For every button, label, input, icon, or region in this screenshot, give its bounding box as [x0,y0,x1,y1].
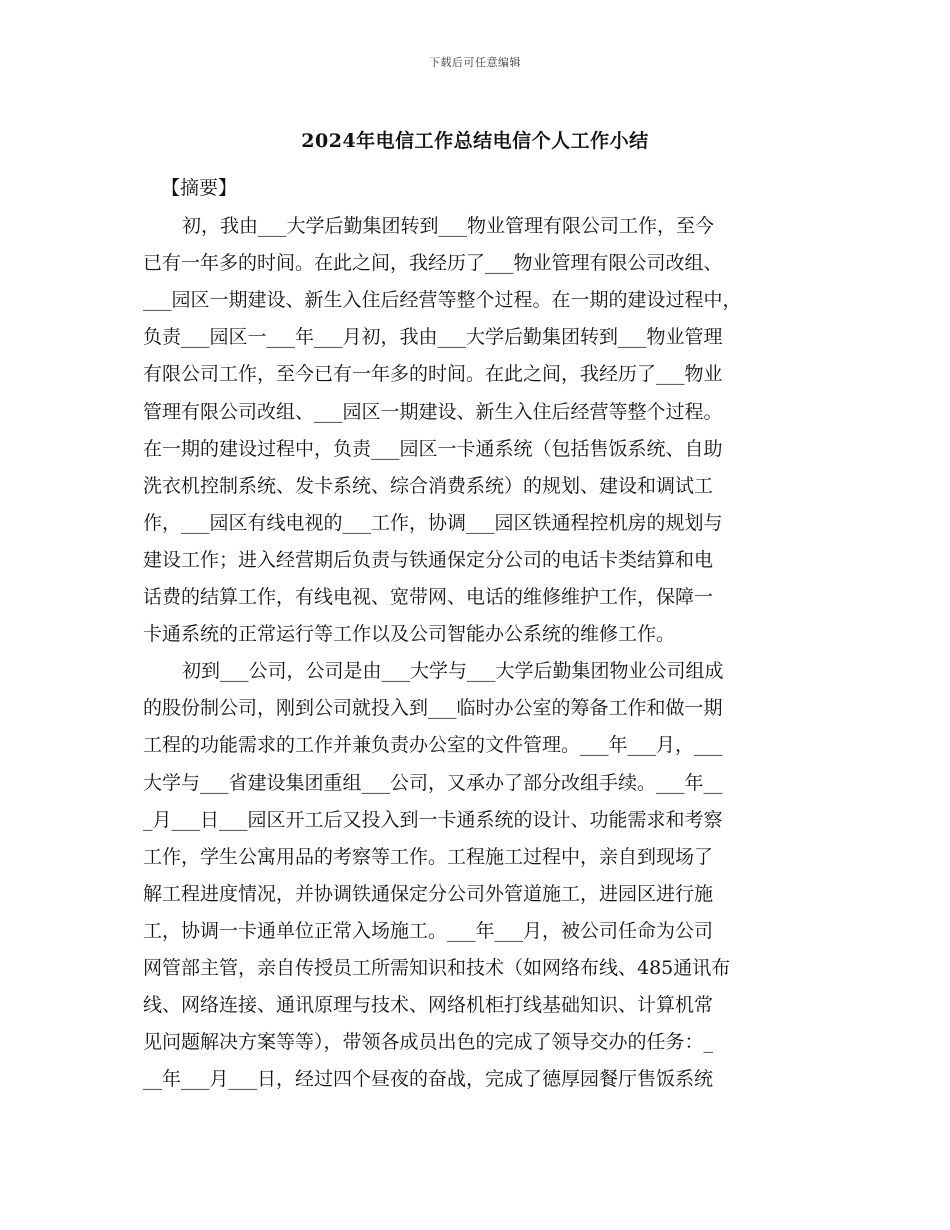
body-text-line: 工程的功能需求的工作并兼负责办公室的文件管理。___年___月，___ [143,734,723,757]
body-text-line: 卡通系统的正常运行等工作以及公司智能办公系统的维修工作。 [143,623,676,646]
body-text-line: 在一期的建设过程中，负责___园区一卡通系统（包括售饭系统、自助 [143,437,723,460]
body-text-line: _月___日___园区开工后又投入到一卡通系统的设计、功能需求和考察 [143,808,723,831]
body-text-line: 工，协调一卡通单位正常入场施工。___年___月，被公司任命为公司 [143,919,714,942]
body-text-line: 大学与___省建设集团重组___公司，又承办了部分改组手续。___年__ [143,771,723,794]
body-text-line: 洗衣机控制系统、发卡系统、综合消费系统）的规划、建设和调试工 [143,474,714,497]
body-text-line: 负责___园区一___年___月初，我由___大学后勤集团转到___物业管理 [143,326,723,349]
body-text-line: 话费的结算工作，有线电视、宽带网、电话的维修维护工作，保障一 [143,586,714,608]
body-text-line: 线、网络连接、通讯原理与技术、网络机柜打线基础知识、计算机常 [143,994,714,1017]
body-text-line: __年___月___日，经过四个昼夜的奋战，完成了德厚园餐厅售饭系统 [143,1068,714,1091]
body-text-line: 的股份制公司，刚到公司就投入到___临时办公室的筹备工作和做一期 [143,697,723,720]
body-text-line: 工作，学生公寓用品的考察等工作。工程施工过程中，亲自到现场了 [143,845,714,868]
body-text-line: 解工程进度情况，并协调铁通保定分公司外管道施工，进园区进行施 [143,882,714,905]
body-text-line: 初到___公司，公司是由___大学与___大学后勤集团物业公司组成 [182,660,724,683]
body-text-line: 见问题解决方案等等），带领各成员出色的完成了领导交办的任务：_ [143,1031,714,1054]
page-header-note: 下载后可任意编辑 [429,56,521,69]
body-text-line: 建设工作；进入经营期后负责与铁通保定分公司的电话卡类结算和电 [143,548,714,571]
abstract-label: 【摘要】 [161,177,238,199]
body-text-line: 网管部主管，亲自传授员工所需知识和技术（如网络布线、485通讯布 [143,957,731,979]
body-text-line: 有限公司工作，至今已有一年多的时间。在此之间，我经历了___物业 [143,363,723,386]
body-text-line: 初，我由___大学后勤集团转到___物业管理有限公司工作，至今 [182,215,715,237]
document-title: 2024年电信工作总结电信个人工作小结 [301,130,649,152]
body-text-line: 作，___园区有线电视的___工作，协调___园区铁通程控机房的规划与 [143,511,723,534]
body-text-line: ___园区一期建设、新生入住后经营等整个过程。在一期的建设过程中， [143,289,742,312]
body-text-line: 管理有限公司改组、___园区一期建设、新生入住后经营等整个过程。 [143,400,723,423]
body-text-line: 已有一年多的时间。在此之间，我经历了___物业管理有限公司改组、 [143,252,723,275]
